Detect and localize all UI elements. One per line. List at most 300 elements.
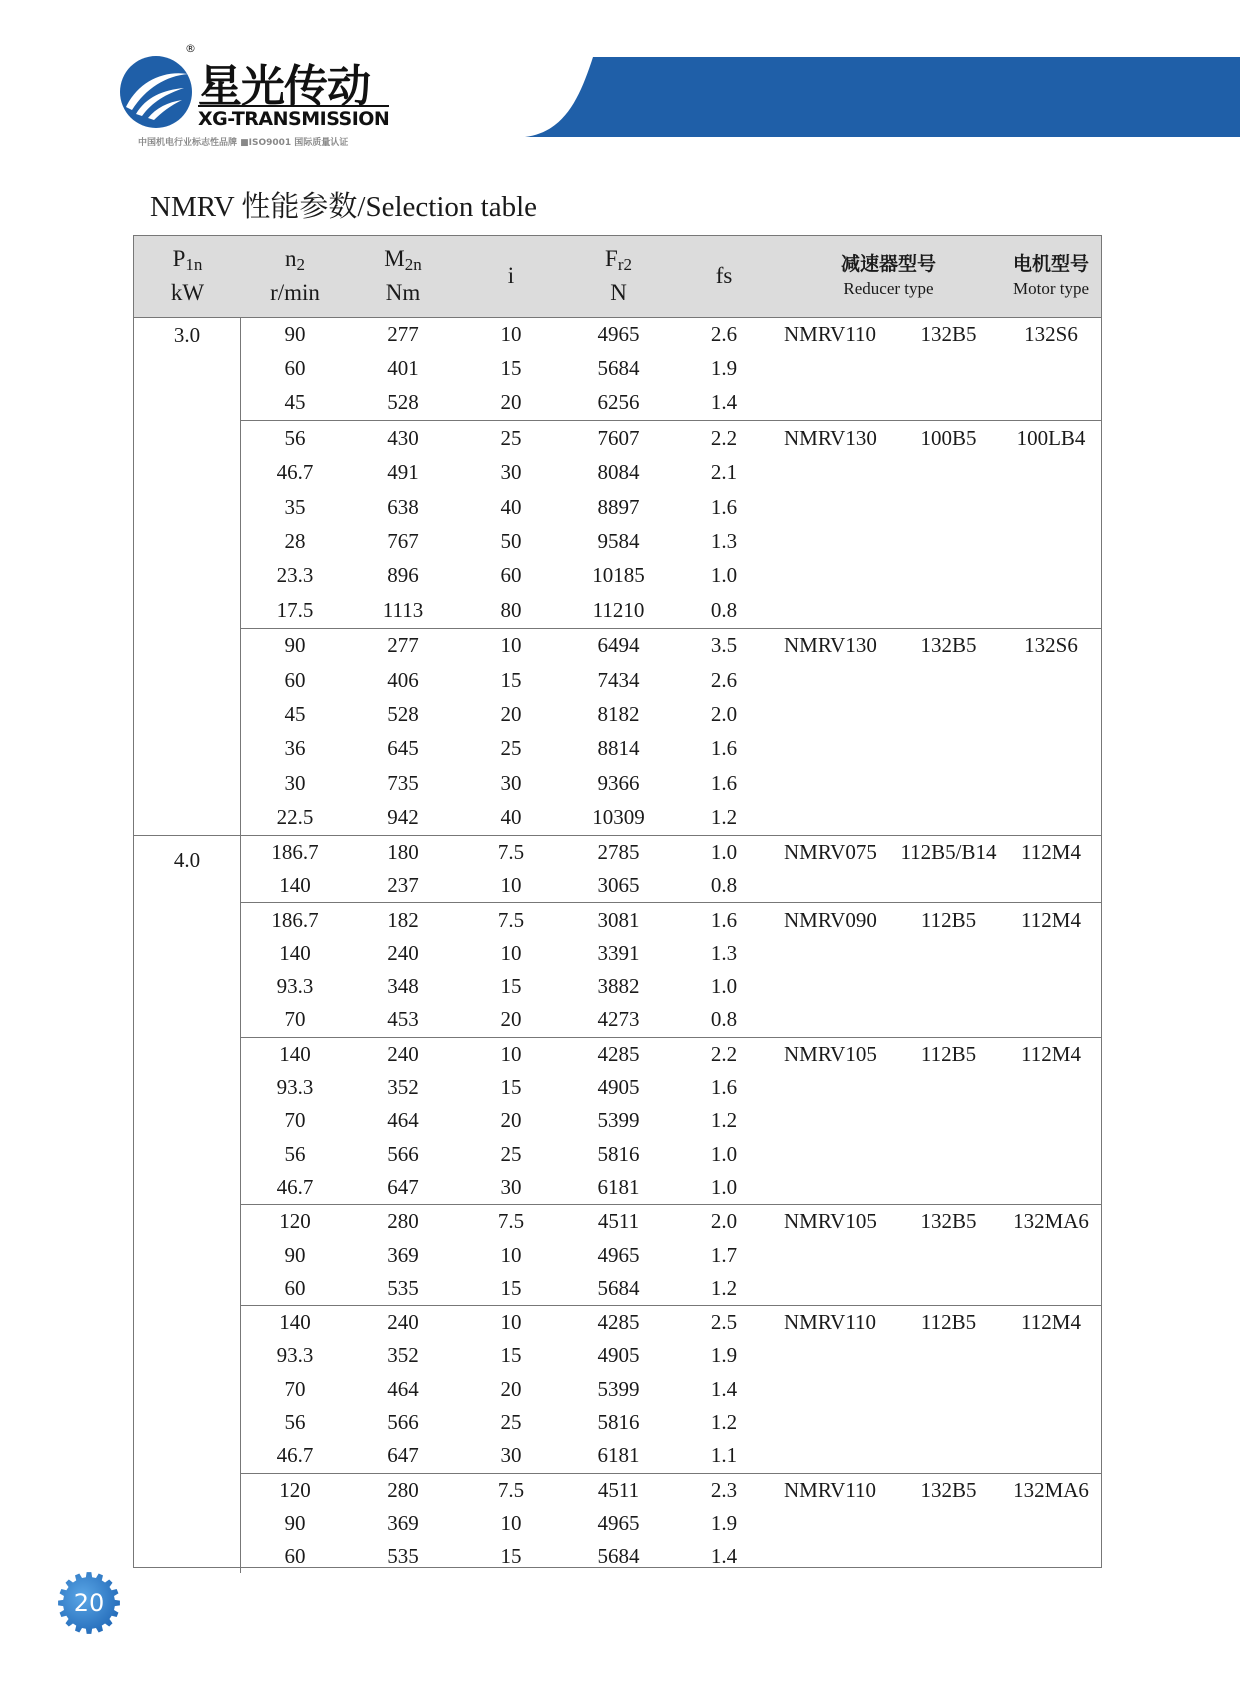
radial-load-cell: 4965: [597, 321, 640, 346]
radial-load-cell: 6181: [597, 1443, 640, 1468]
radial-load-cell: 5684: [597, 356, 640, 381]
service-factor-cell: 1.4: [710, 1376, 738, 1401]
service-factor-cell: 1.3: [710, 529, 738, 554]
speed-cell: 90: [284, 633, 306, 658]
radial-load-cell: 2785: [597, 840, 640, 864]
radial-load-cell: 4905: [597, 1075, 640, 1100]
torque-cell: 528: [387, 701, 419, 726]
radial-load-cell: 5399: [597, 1376, 640, 1401]
radial-load-cell: 3065: [597, 873, 640, 898]
torque-cell: 491: [387, 460, 419, 485]
speed-cell: 60: [284, 356, 306, 381]
header-unit: kW: [170, 280, 205, 305]
ratio-cell: 20: [500, 1108, 522, 1133]
flange-type: 132B5: [920, 1209, 977, 1234]
reducer-group: [241, 317, 1101, 421]
header-label-en: Reducer type: [843, 279, 934, 298]
header-label-en: Motor type: [1012, 279, 1090, 298]
speed-cell: 90: [284, 1242, 306, 1267]
table-row: [241, 1171, 1101, 1204]
table-row: [241, 593, 1101, 627]
power-cell: [134, 836, 241, 1574]
ratio-cell: 10: [500, 1242, 522, 1267]
service-factor-cell: 1.0: [710, 840, 738, 864]
flange-type: 132B5: [920, 321, 977, 346]
speed-cell: 17.5: [276, 597, 314, 622]
service-factor-cell: 1.6: [710, 494, 738, 519]
motor-type: 112M4: [1021, 907, 1081, 932]
torque-cell: 647: [387, 1443, 419, 1468]
speed-cell: 46.7: [276, 1443, 314, 1468]
radial-load-cell: 3882: [597, 974, 640, 999]
header-motor-type: [1001, 236, 1101, 316]
torque-cell: 180: [387, 840, 419, 864]
brand-logo: [118, 42, 408, 152]
ratio-cell: 25: [500, 425, 522, 450]
table-row: [241, 1104, 1101, 1137]
radial-load-cell: 3391: [597, 940, 640, 965]
header-banner: [525, 57, 1240, 137]
table-row: [241, 697, 1101, 731]
reducer-model: NMRV110: [784, 1477, 877, 1502]
ratio-cell: 15: [500, 1275, 522, 1300]
service-factor-cell: 1.2: [710, 1108, 738, 1133]
ratio-cell: 80: [500, 597, 522, 622]
ratio-cell: 30: [500, 770, 522, 795]
service-factor-cell: 1.1: [710, 1443, 738, 1468]
flange-type: 112B5: [920, 1041, 977, 1066]
ratio-cell: 30: [500, 1174, 522, 1199]
radial-load-cell: 8182: [597, 701, 640, 726]
torque-cell: 464: [387, 1376, 419, 1401]
page-title: NMRV 性能参数/Selection table: [150, 191, 537, 223]
torque-cell: 464: [387, 1108, 419, 1133]
torque-cell: 277: [387, 321, 419, 346]
reducer-group: [241, 421, 1101, 628]
speed-cell: 36: [284, 736, 306, 761]
brand-name-en: XG-TRANSMISSION: [198, 105, 389, 130]
service-factor-cell: 1.0: [710, 1174, 738, 1199]
header-service-factor: [672, 236, 776, 316]
radial-load-cell: 8084: [597, 460, 640, 485]
speed-cell: 56: [284, 425, 306, 450]
table-row: [241, 1306, 1101, 1339]
ratio-cell: 10: [500, 940, 522, 965]
radial-load-cell: 10309: [592, 805, 645, 830]
torque-cell: 645: [387, 736, 419, 761]
table-row: [241, 1272, 1101, 1305]
header-unit: r/min: [270, 280, 320, 305]
header-symbol: i: [507, 263, 515, 288]
reducer-model: NMRV090: [784, 907, 877, 932]
service-factor-cell: 2.0: [710, 701, 738, 726]
torque-cell: 240: [387, 940, 419, 965]
ratio-cell: 40: [500, 494, 522, 519]
speed-cell: 60: [284, 1544, 306, 1569]
service-factor-cell: 1.2: [710, 1410, 738, 1435]
header-symbol: n: [285, 246, 297, 271]
table-row: [241, 663, 1101, 697]
service-factor-cell: 1.0: [710, 563, 738, 588]
speed-cell: 90: [284, 321, 306, 346]
reducer-group: [241, 903, 1101, 1037]
service-factor-cell: 1.0: [710, 974, 738, 999]
logo-emblem-icon: [118, 52, 198, 132]
speed-cell: 60: [284, 1275, 306, 1300]
service-factor-cell: 3.5: [710, 633, 738, 658]
torque-cell: 453: [387, 1007, 419, 1032]
registered-mark: ®: [185, 42, 196, 55]
table-row: [241, 490, 1101, 524]
header-power: [134, 236, 241, 316]
ratio-cell: 7.5: [497, 1209, 525, 1234]
service-factor-cell: 2.2: [710, 425, 738, 450]
header-ratio: [457, 236, 565, 316]
speed-cell: 93.3: [276, 1343, 314, 1368]
ratio-cell: 7.5: [497, 1477, 525, 1502]
torque-cell: 535: [387, 1544, 419, 1569]
table-row: [241, 559, 1101, 593]
power-value: 4.0: [173, 847, 201, 872]
torque-cell: 240: [387, 1041, 419, 1066]
page-number: 20: [73, 1589, 105, 1617]
speed-cell: 140: [279, 1310, 311, 1335]
service-factor-cell: 2.6: [710, 321, 738, 346]
torque-cell: 566: [387, 1141, 419, 1166]
header-symbol: fs: [715, 263, 733, 288]
reducer-group: [241, 836, 1101, 904]
flange-type: 100B5: [920, 425, 977, 450]
table-row: [241, 1474, 1101, 1507]
speed-cell: 70: [284, 1007, 306, 1032]
service-factor-cell: 1.6: [710, 736, 738, 761]
table-row: [241, 1507, 1101, 1540]
ratio-cell: 15: [500, 1075, 522, 1100]
service-factor-cell: 0.8: [710, 1007, 738, 1032]
brand-tagline: 中国机电行业标志性品牌 ■ISO9001 国际质量认证: [138, 138, 349, 148]
radial-load-cell: 8897: [597, 494, 640, 519]
service-factor-cell: 1.2: [710, 1275, 738, 1300]
ratio-cell: 10: [500, 1310, 522, 1335]
header-speed: [241, 236, 349, 316]
ratio-cell: 15: [500, 356, 522, 381]
torque-cell: 430: [387, 425, 419, 450]
service-factor-cell: 0.8: [710, 873, 738, 898]
table-row: [241, 629, 1101, 663]
header-subscript: 2: [296, 255, 305, 274]
power-section: [134, 836, 1101, 1574]
speed-cell: 56: [284, 1410, 306, 1435]
ratio-cell: 10: [500, 1041, 522, 1066]
table-row: [241, 766, 1101, 800]
torque-cell: 369: [387, 1510, 419, 1535]
table-row: [241, 524, 1101, 558]
radial-load-cell: 9366: [597, 770, 640, 795]
torque-cell: 280: [387, 1209, 419, 1234]
reducer-model: NMRV130: [784, 633, 877, 658]
torque-cell: 647: [387, 1174, 419, 1199]
speed-cell: 45: [284, 390, 306, 415]
reducer-model: NMRV110: [784, 321, 877, 346]
table-row: [241, 1373, 1101, 1406]
speed-cell: 23.3: [276, 563, 314, 588]
service-factor-cell: 1.9: [710, 1343, 738, 1368]
header-symbol: F: [605, 246, 618, 271]
motor-type: 132S6: [1024, 633, 1078, 658]
radial-load-cell: 4285: [597, 1310, 640, 1335]
reducer-model: NMRV105: [784, 1209, 877, 1234]
header-reducer-type: [776, 236, 1001, 316]
service-factor-cell: 1.3: [710, 940, 738, 965]
speed-cell: 120: [279, 1477, 311, 1502]
table-row: [241, 869, 1101, 902]
table-row: [241, 732, 1101, 766]
radial-load-cell: 8814: [597, 736, 640, 761]
table-row: [241, 317, 1101, 351]
service-factor-cell: 2.2: [710, 1041, 738, 1066]
torque-cell: 352: [387, 1343, 419, 1368]
torque-cell: 240: [387, 1310, 419, 1335]
ratio-cell: 10: [500, 633, 522, 658]
service-factor-cell: 1.2: [710, 805, 738, 830]
ratio-cell: 10: [500, 873, 522, 898]
radial-load-cell: 5816: [597, 1410, 640, 1435]
table-row: [241, 836, 1101, 869]
table-row: [241, 1439, 1101, 1472]
radial-load-cell: 4511: [597, 1209, 640, 1234]
torque-cell: 535: [387, 1275, 419, 1300]
radial-load-cell: 5399: [597, 1108, 640, 1133]
table-row: [241, 456, 1101, 490]
speed-cell: 22.5: [276, 805, 314, 830]
radial-load-cell: 5816: [597, 1141, 640, 1166]
speed-cell: 120: [279, 1209, 311, 1234]
torque-cell: 182: [387, 907, 419, 932]
radial-load-cell: 7607: [597, 425, 640, 450]
reducer-model: NMRV105: [784, 1041, 877, 1066]
service-factor-cell: 1.4: [710, 1544, 738, 1569]
speed-cell: 186.7: [271, 907, 319, 932]
torque-cell: 401: [387, 356, 419, 381]
service-factor-cell: 1.9: [710, 1510, 738, 1535]
header-symbol: M: [384, 246, 405, 271]
torque-cell: 942: [387, 805, 419, 830]
service-factor-cell: 2.5: [710, 1310, 738, 1335]
table-row: [241, 903, 1101, 936]
torque-cell: 1113: [382, 597, 424, 622]
table-row: [241, 1205, 1101, 1238]
header-radial-load: [565, 236, 672, 316]
header-subscript: 2n: [404, 255, 422, 274]
speed-cell: 46.7: [276, 1174, 314, 1199]
ratio-cell: 25: [500, 1410, 522, 1435]
service-factor-cell: 1.6: [710, 1075, 738, 1100]
speed-cell: 140: [279, 1041, 311, 1066]
torque-cell: 406: [387, 667, 419, 692]
service-factor-cell: 1.9: [710, 356, 738, 381]
service-factor-cell: 1.6: [710, 907, 738, 932]
speed-cell: 93.3: [276, 1075, 314, 1100]
speed-cell: 70: [284, 1108, 306, 1133]
table-row: [241, 800, 1101, 834]
radial-load-cell: 4965: [597, 1510, 640, 1535]
radial-load-cell: 9584: [597, 529, 640, 554]
table-row: [241, 1238, 1101, 1271]
ratio-cell: 7.5: [497, 840, 525, 864]
torque-cell: 528: [387, 390, 419, 415]
motor-type: 132MA6: [1013, 1477, 1089, 1502]
service-factor-cell: 1.0: [710, 1141, 738, 1166]
reducer-model: NMRV075: [784, 840, 877, 864]
reducer-group: [241, 1205, 1101, 1306]
ratio-cell: 10: [500, 321, 522, 346]
radial-load-cell: 4285: [597, 1041, 640, 1066]
torque-cell: 277: [387, 633, 419, 658]
ratio-cell: 7.5: [497, 907, 525, 932]
table-row: [241, 1138, 1101, 1171]
ratio-cell: 30: [500, 1443, 522, 1468]
table-row: [241, 937, 1101, 970]
header-unit: N: [610, 280, 627, 305]
reducer-group: [241, 1306, 1101, 1473]
speed-cell: 45: [284, 701, 306, 726]
ratio-cell: 30: [500, 460, 522, 485]
table-row: [241, 1003, 1101, 1036]
torque-cell: 896: [387, 563, 419, 588]
flange-type: 112B5: [920, 1310, 977, 1335]
ratio-cell: 60: [500, 563, 522, 588]
speed-cell: 28: [284, 529, 306, 554]
header-subscript: r2: [617, 255, 632, 274]
service-factor-cell: 2.1: [710, 460, 738, 485]
table-header: [134, 236, 1101, 318]
header-torque: [349, 236, 457, 316]
table-row: [241, 1406, 1101, 1439]
speed-cell: 140: [279, 873, 311, 898]
service-factor-cell: 1.7: [710, 1242, 738, 1267]
ratio-cell: 15: [500, 667, 522, 692]
table-row: [241, 1071, 1101, 1104]
torque-cell: 369: [387, 1242, 419, 1267]
motor-type: 112M4: [1021, 1041, 1081, 1066]
header-symbol: P: [172, 246, 186, 271]
radial-load-cell: 5684: [597, 1544, 640, 1569]
ratio-cell: 15: [500, 1544, 522, 1569]
motor-type: 100LB4: [1016, 425, 1086, 450]
radial-load-cell: 11210: [592, 597, 645, 622]
motor-type: 132MA6: [1013, 1209, 1089, 1234]
reducer-group: [241, 1038, 1101, 1205]
reducer-model: NMRV110: [784, 1310, 877, 1335]
reducer-group: [241, 629, 1101, 835]
radial-load-cell: 4273: [597, 1007, 640, 1032]
speed-cell: 70: [284, 1376, 306, 1401]
ratio-cell: 25: [500, 1141, 522, 1166]
header-subscript: 1n: [185, 255, 203, 274]
motor-type: 112M4: [1021, 1310, 1081, 1335]
ratio-cell: 20: [500, 1376, 522, 1401]
speed-cell: 93.3: [276, 974, 314, 999]
radial-load-cell: 6494: [597, 633, 640, 658]
ratio-cell: 20: [500, 1007, 522, 1032]
motor-type: 132S6: [1024, 321, 1078, 346]
table-row: [241, 351, 1101, 385]
flange-type: 112B5/B14: [900, 840, 997, 864]
flange-type: 112B5: [920, 907, 977, 932]
speed-cell: 140: [279, 940, 311, 965]
radial-load-cell: 3081: [597, 907, 640, 932]
table-row: [241, 1038, 1101, 1071]
speed-cell: 30: [284, 770, 306, 795]
motor-type: 112M4: [1021, 840, 1081, 864]
torque-cell: 767: [387, 529, 419, 554]
speed-cell: 60: [284, 667, 306, 692]
reducer-group: [241, 1474, 1101, 1574]
service-factor-cell: 1.4: [710, 390, 738, 415]
header-label-cn: 减速器型号: [840, 253, 936, 275]
service-factor-cell: 2.0: [710, 1209, 738, 1234]
torque-cell: 348: [387, 974, 419, 999]
torque-cell: 280: [387, 1477, 419, 1502]
ratio-cell: 10: [500, 1510, 522, 1535]
service-factor-cell: 2.3: [710, 1477, 738, 1502]
service-factor-cell: 1.6: [710, 770, 738, 795]
power-cell: [134, 317, 241, 835]
table-row: [241, 421, 1101, 455]
selection-table: [133, 235, 1102, 1568]
power-value: 3.0: [173, 323, 201, 347]
torque-cell: 352: [387, 1075, 419, 1100]
torque-cell: 735: [387, 770, 419, 795]
radial-load-cell: 5684: [597, 1275, 640, 1300]
ratio-cell: 20: [500, 701, 522, 726]
radial-load-cell: 4905: [597, 1343, 640, 1368]
ratio-cell: 40: [500, 805, 522, 830]
speed-cell: 90: [284, 1510, 306, 1535]
flange-type: 132B5: [920, 633, 977, 658]
table-row: [241, 1540, 1101, 1573]
speed-cell: 186.7: [271, 840, 319, 864]
ratio-cell: 15: [500, 1343, 522, 1368]
table-row: [241, 386, 1101, 420]
radial-load-cell: 10185: [592, 563, 645, 588]
torque-cell: 638: [387, 494, 419, 519]
ratio-cell: 15: [500, 974, 522, 999]
table-row: [241, 1339, 1101, 1372]
header-unit: Nm: [385, 280, 421, 305]
speed-cell: 46.7: [276, 460, 314, 485]
service-factor-cell: 2.6: [710, 667, 738, 692]
power-section: [134, 317, 1101, 836]
torque-cell: 566: [387, 1410, 419, 1435]
header-label-cn: 电机型号: [1012, 253, 1089, 275]
table-body: [134, 317, 1101, 1573]
ratio-cell: 50: [500, 529, 522, 554]
radial-load-cell: 4965: [597, 1242, 640, 1267]
speed-cell: 56: [284, 1141, 306, 1166]
radial-load-cell: 4511: [597, 1477, 640, 1502]
brand-name-cn: 星光传动: [198, 61, 370, 112]
radial-load-cell: 6181: [597, 1174, 640, 1199]
service-factor-cell: 0.8: [710, 597, 738, 622]
radial-load-cell: 7434: [597, 667, 640, 692]
flange-type: 132B5: [920, 1477, 977, 1502]
table-row: [241, 970, 1101, 1003]
ratio-cell: 25: [500, 736, 522, 761]
radial-load-cell: 6256: [597, 390, 640, 415]
torque-cell: 237: [387, 873, 419, 898]
ratio-cell: 20: [500, 390, 522, 415]
